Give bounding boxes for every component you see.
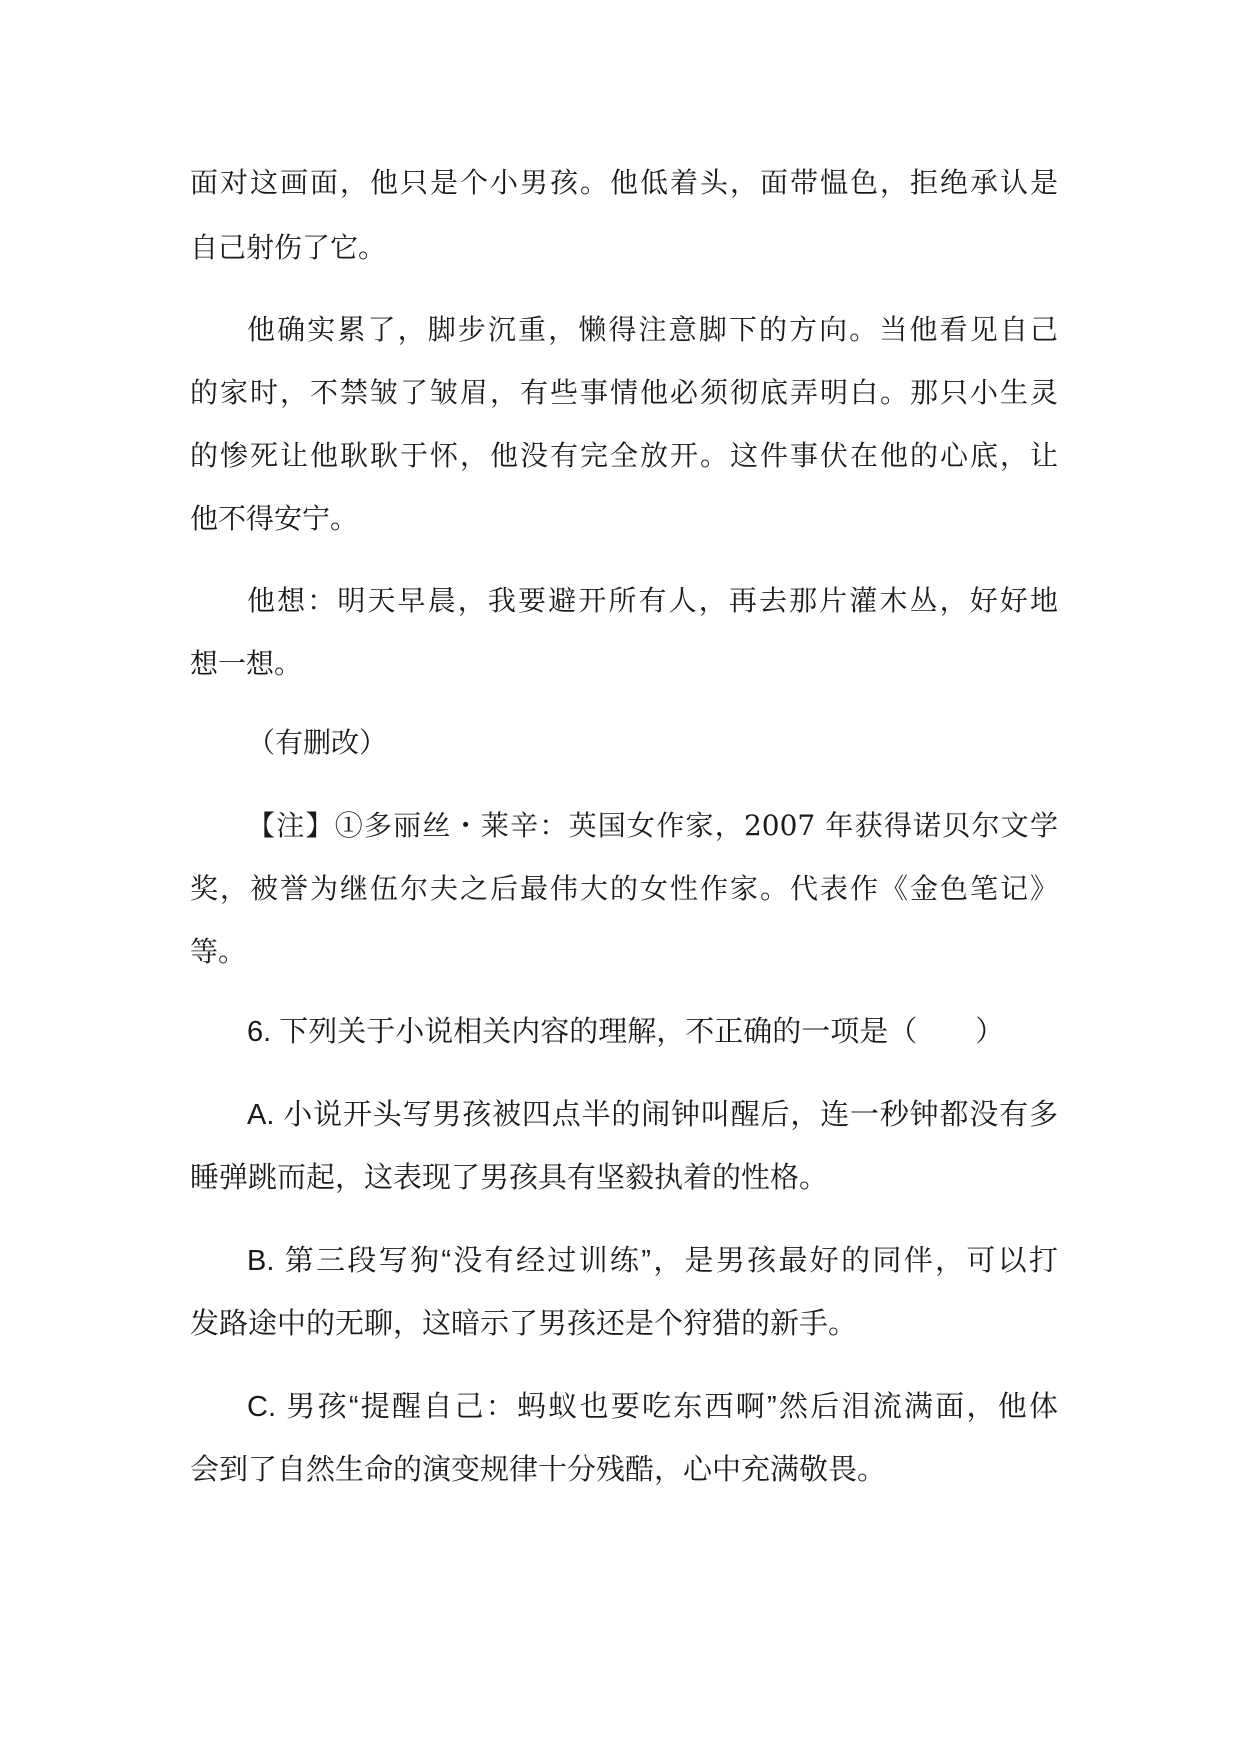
option-c-cont: 会到了自然生命的演变规律十分残酷，心中充满敬畏。 (190, 1454, 887, 1486)
text-line: 面对这画面，他只是个小男孩。他低着头，面带愠色，拒绝承认是 (190, 166, 1058, 199)
option-a-cont: 睡弹跳而起，这表现了男孩具有坚毅执着的性格。 (190, 1162, 829, 1194)
source-note: （有删改） (247, 726, 388, 759)
text-line: 的家时，不禁皱了皱眉，有些事情他必须彻底弄明白。那只小生灵 (190, 376, 1058, 409)
text-line: 想一想。 (190, 647, 303, 680)
option-a: A. 小说开头写男孩被四点半的闹钟叫醒后，连一秒钟都没有多 (247, 1099, 1058, 1131)
text-line: 他想：明天早晨，我要避开所有人，再去那片灌木丛，好好地 (247, 584, 1058, 617)
footnote-line: 奖，被誉为继伍尔夫之后最伟大的女性作家。代表作《金色笔记》 (190, 872, 1058, 905)
option-b: B. 第三段写狗“没有经过训练”，是男孩最好的同伴，可以打 (247, 1245, 1058, 1277)
text-line: 自己射伤了它。 (190, 231, 387, 264)
text-line: 的惨死让他耿耿于怀，他没有完全放开。这件事伏在他的心底，让 (190, 439, 1058, 472)
option-b-cont: 发路途中的无聊，这暗示了男孩还是个狩猎的新手。 (190, 1308, 858, 1340)
option-c: C. 男孩“提醒自己：蚂蚁也要吃东西啊”然后泪流满面，他体 (247, 1391, 1058, 1423)
footnote-line: 【注】①多丽丝・莱辛：英国女作家，2007 年获得诺贝尔文学 (247, 809, 1058, 842)
question-stem: 6. 下列关于小说相关内容的理解，不正确的一项是（ ） (247, 1016, 1005, 1048)
text-line: 他不得安宁。 (190, 502, 359, 535)
text-line: 他确实累了，脚步沉重，懒得注意脚下的方向。当他看见自己 (247, 313, 1058, 346)
footnote-line: 等。 (190, 935, 247, 968)
